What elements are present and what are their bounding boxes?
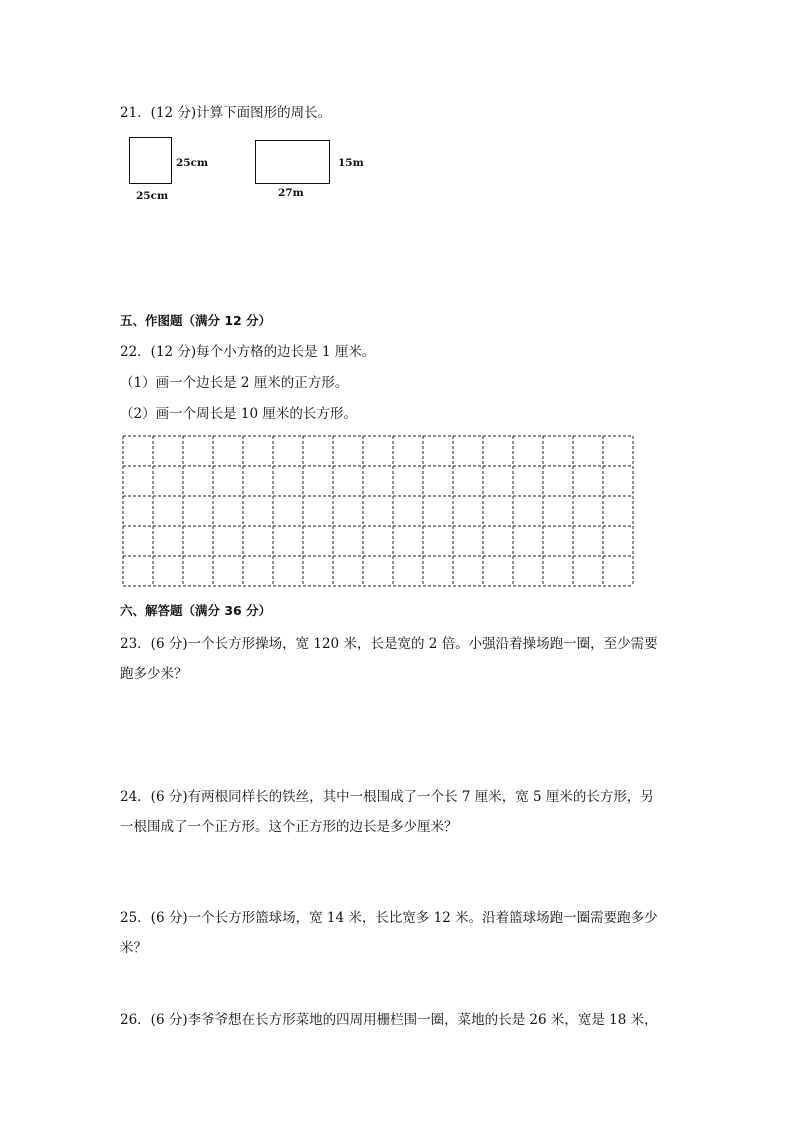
square-figure xyxy=(129,137,172,184)
q23-line1: 23．(6 分)一个长方形操场，宽 120 米，长是宽的 2 倍。小强沿着操场跑一圈，至少需要 xyxy=(120,636,658,652)
q22-part1: （1）画一个边长是 2 厘米的正方形。 xyxy=(120,375,349,391)
rectangle-bottom-label: 27m xyxy=(278,187,304,199)
rectangle-figure xyxy=(255,140,330,184)
q25-line2: 米？ xyxy=(120,940,147,956)
q22-text: 22．(12 分)每个小方格的边长是 1 厘米。 xyxy=(120,344,376,360)
q26-line1: 26．(6 分)李爷爷想在长方形菜地的四周用栅栏围一圈，菜地的长是 26 米，宽是 18 米， xyxy=(120,1012,658,1028)
square-bottom-label: 25cm xyxy=(136,190,169,202)
q24-line2: 一根围成了一个正方形。这个正方形的边长是多少厘米？ xyxy=(120,819,458,835)
square-side-label: 25cm xyxy=(176,157,209,169)
section6-title: 六、解答题（满分 36 分） xyxy=(120,603,272,618)
q21-text: 21．(12 分)计算下面图形的周长。 xyxy=(120,105,332,121)
rectangle-side-label: 15m xyxy=(338,157,364,169)
section5-title: 五、作图题（满分 12 分） xyxy=(120,313,272,328)
q23-line2: 跑多少米？ xyxy=(120,666,188,682)
dashed-square-grid xyxy=(122,435,638,587)
q25-line1: 25．(6 分)一个长方形篮球场，宽 14 米，长比宽多 12 米。沿着篮球场跑一圈需要跑多少 xyxy=(120,910,658,926)
q22-part2: （2）画一个周长是 10 厘米的长方形。 xyxy=(120,406,357,422)
q24-line1: 24．(6 分)有两根同样长的铁丝，其中一根围成了一个长 7 厘米，宽 5 厘米的长方形，另 xyxy=(120,789,654,805)
